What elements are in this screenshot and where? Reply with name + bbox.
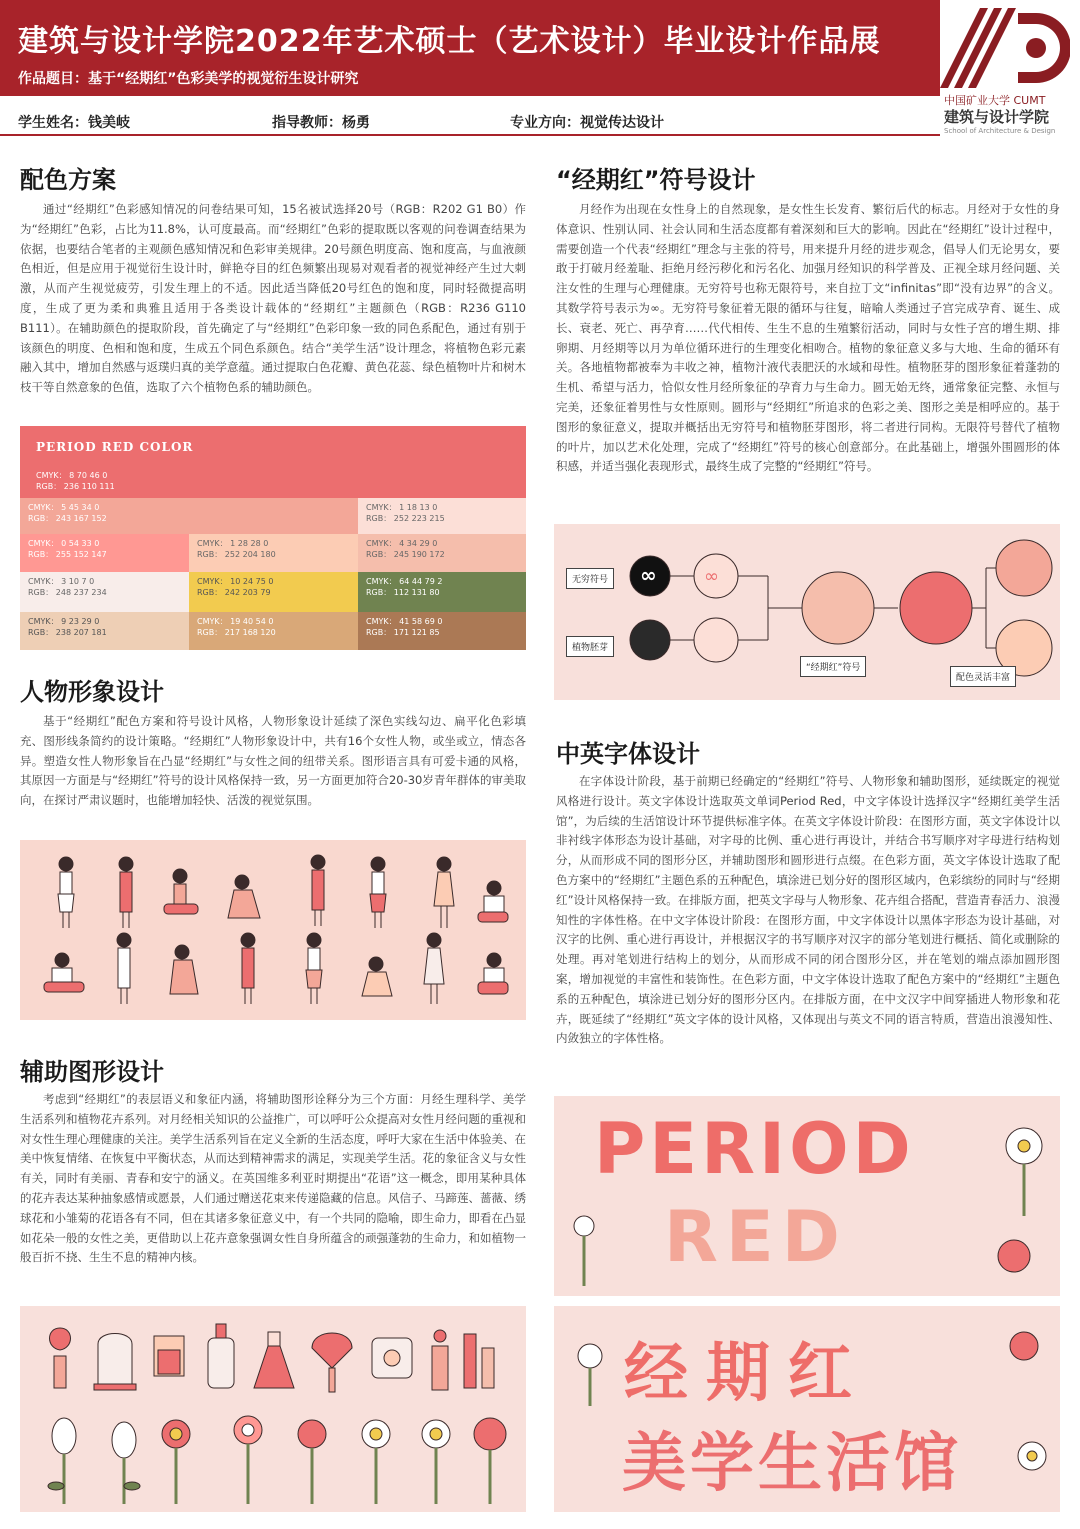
swatch-cmyk: CMYK： 9 23 29 0: [28, 617, 100, 626]
swatch-cmyk: CMYK： 4 34 29 0: [366, 539, 438, 548]
swatch-cmyk: CMYK： 10 24 75 0: [197, 577, 274, 586]
swatch: [20, 572, 189, 612]
swatch-cmyk: CMYK： 8 70 46 0: [36, 471, 108, 480]
swatch-cmyk: CMYK： 19 40 54 0: [197, 617, 274, 626]
swatch-rgb: RGB： 238 207 181: [28, 628, 107, 637]
swatch-rgb: RGB： 112 131 80: [366, 588, 440, 597]
swatch-cmyk: CMYK： 1 18 13 0: [366, 503, 438, 512]
sprout-icon: [630, 620, 670, 660]
swatch: [358, 572, 526, 612]
label-infinity: 无穷符号: [566, 568, 614, 589]
swatch-cmyk: CMYK： 41 58 69 0: [366, 617, 443, 626]
major-direction: 专业方向：视觉传达设计: [510, 115, 664, 131]
women-figures-icon: [20, 840, 526, 1020]
symbol-diagram-panel: [554, 524, 1060, 700]
swatch-rgb: RGB： 255 152 147: [28, 550, 107, 559]
swatch: [20, 498, 358, 534]
swatch-rgb: RGB： 236 110 111: [36, 482, 115, 491]
exhibition-title: 建筑与设计学院2022年艺术硕士（艺术设计）毕业设计作品展: [18, 24, 881, 59]
logo-school: 建筑与设计学院: [944, 108, 1050, 126]
auxiliary-graphics-panel: [20, 1306, 526, 1512]
palette-text: 通过“经期红”色彩感知情况的问卷结果可知，15名被试选择20号（RGB：R202 G1 B0）作为“经期红”色彩，占比为11.8%，认可度最高。而“经期红”色彩的提取既以客观的问卷调查结果为依据，也要结合笔者的主观颜色感知情况和色彩审美规律。20号颜色明度高、饱和度高，与血液颜色相近，但是应用于视觉衍生设计时，鲜艳夺目的红色频繁出现易对观看者的视觉神经产生过大刺激，从而产生视觉疲劳，引发生理上的不适。因此适当降低20号红色的饱和度，同时轻微提高明度，生成了更为柔和典雅且适用于各类设计载体的“经期红”主题颜色（RGB：R236 G110 B111）。在辅助颜色的提取阶段，首先确定了与“经期红”色彩印象一致的同色系配色，通过有别于该颜色的明度、色相和饱和度，生成五个同色系颜色。结合“美学生活”设计理念，将植物色彩元素融入其中，增加自然感与返璞归真的美学意蕴。通过提取白色花瓣、黄色花蕊、绿色植物叶片和树木枝干等自然意象的色值，选取了六个植物色系的辅助颜色。: [20, 202, 526, 395]
swatch-rgb: RGB： 252 204 180: [197, 550, 276, 559]
swatch-rgb: RGB： 243 167 152: [28, 514, 107, 523]
swatch: [358, 612, 526, 650]
swatch-cmyk: CMYK： 1 28 28 0: [197, 539, 269, 548]
type-zh-decor-icon: [554, 1306, 1060, 1512]
advisor-name: 指导教师：杨勇: [272, 115, 370, 131]
swatch: [189, 612, 358, 650]
swatch: [20, 612, 189, 650]
section-title-palette: 配色方案: [20, 166, 116, 194]
swatch-rgb: RGB： 217 168 120: [197, 628, 276, 637]
swatch-rgb: RGB： 242 203 79: [197, 588, 271, 597]
chinese-type-panel: [554, 1306, 1060, 1512]
logo-school-en: School of Architecture & Design: [944, 127, 1056, 135]
label-symbol: “经期红”符号: [800, 656, 866, 677]
section-title-font: 中英字体设计: [556, 740, 700, 768]
logo-university: 中国矿业大学 CUMT: [944, 94, 1046, 107]
label-sprout: 植物胚芽: [566, 636, 614, 657]
type-period: PERIOD: [594, 1108, 915, 1190]
label-variants: 配色灵活丰富: [950, 666, 1016, 687]
swatch: [358, 498, 526, 534]
auxiliary-text: 考虑到“经期红”的表层语义和象征内涵，将辅助图形诠释分为三个方面：月经生理科学、美学生活系列和植物花卉系列。对月经相关知识的公益推广，可以呼吁公众提高对女性月经问题的重视和对女性生理心理健康的关注。美学生活系列旨在定义全新的生活态度，呼吁大家在生活中体验美、在美中恢复情绪、在恢复中平衡状态，从而达到精神需求的满足，实现美学生活。花的象征含义与女性有关，同时有美丽、青春和安宁的涵义。在英国维多利亚时期提出“花语”这一概念，即用某种具体的花卉表达某种抽象感情或愿景，人们通过赠送花束来传递隐藏的信息。风信子、马蹄莲、蔷薇、绣球花和小雏菊的花语各有不同，但在其诸多象征意义中，有一个共同的隐喻，即生命力，即看在凸显如花朵一般的女性之美，更借助以上花卉意象强调女性自身所蕴含的顽强蓬勃的生命力，和如植物一般百折不挠、生生不息的精神内核。: [20, 1092, 526, 1265]
swatch-cmyk: CMYK： 3 10 7 0: [28, 577, 95, 586]
type-zh-line2: 美学生活馆: [622, 1427, 962, 1501]
auxiliary-graphics-icon: [20, 1306, 526, 1512]
swatch-rgb: RGB： 245 190 172: [366, 550, 445, 559]
type-zh-line1: 经期红: [624, 1337, 870, 1411]
student-name: 学生姓名：钱美岐: [18, 115, 130, 131]
swatch: [358, 534, 526, 572]
swatch-cmyk: CMYK： 64 44 79 2: [366, 577, 443, 586]
font-text: 在字体设计阶段，基于前期已经确定的“经期红”符号、人物形象和辅助图形，延续既定的视觉风格进行设计。英文字体设计选取英文单词Period Red，中文字体设计选择汉字“经期红美学生活馆”，为后续的生活馆设计环节提供标准字体。在英文字体设计阶段：在图形方面，英文字体设计以非衬线字体形态为设计基础，对字母的比例、重心进行再设计，并结合书写顺序对字母进行结构划分，从而形成不同的图形分区，并辅助图形和圆形进行点缀。在色彩方面，英文字体设计选取了配色方案中的“经期红”主题色系的五种配色，填涂进已划分好的图形区域内，色彩缤纷的同时与“经期红”设计风格保持一致。在排版方面，把英文字母与人物形象、花卉组合搭配，营造青春活力、浪漫知性的字体性格。在中文字体设计阶段：在图形方面，中文字体设计以黑体字形态为设计基础，对汉字的比例、重心进行再设计，并根据汉字的书写顺序对汉字的部分笔划进行概括、简化或删除的处理。再对笔划进行结构上的划分，从而形成不同的闭合图形分区，并在笔划的端点添加圆形图案，增加视觉的丰富性和装饰性。在色彩方面，中文字体设计选取了配色方案中的“经期红”主题色系的五种配色，填涂进已划分好的图形分区内。在排版方面，在中文汉字中间穿插进人物形象和花卉，既延续了“经期红”英文字体的设计风格，又体现出与英文不同的语言特质，营造出浪漫知性、内敛独立的字体性格。: [556, 774, 1060, 1046]
type-red: RED: [664, 1196, 848, 1278]
symbol-text: 月经作为出现在女性身上的自然现象，是女性生长发育、繁衍后代的标志。月经对于女性的身体意识、性别认同、社会认同和生活态度都有着深刻和巨大的影响。因此在“经期红”设计过程中，需要创造一个代表“经期红”理念与主张的符号，用来提升月经的进步观念，倡导人们无论男女，要敢于打破月经羞耻、拒绝月经污秽化和污名化、加强月经知识的科学普及、正视全球月经问题、关注女性的生理与心理健康。无穷符号也称无限符号，来自拉丁文“infinitas”即“没有边界”的含义。其数学符号表示为∞。无穷符号象征着无限的循环与往复，暗喻人类通过子宫完成孕育、诞生、成长、衰老、死亡、再孕育……代代相传、生生不息的生殖繁衍活动，同时与女性子宫的增生期、排卵期、月经期等以月为单位循环进行的生理变化相吻合。植物的象征意义多与大地、生命的循环有关。各地植物都被奉为丰收之神，植物汁液代表肥沃的水域和母性。植物胚芽的图形象征着蓬勃的生机、希望与活力，恰似女性月经所象征的孕育力与生命力。圆无始无终，通常象征完整、永恒与完美，还象征着男性与女性原则。圆形与“经期红”所追求的色彩之美、图形之美是相呼应的。基于图形的象征意义，提取并概括出无穷符号和植物胚芽图形，将二者进行同构。无限符号替代了植物的叶片，加以艺术化处理，完成了“经期红”符号的核心创意部分。在此基础上，增强外围圆形的体积感，并适当强化表现形式，最终生成了完整的“经期红”符号。: [556, 202, 1060, 474]
school-logo-icon: [940, 8, 1070, 88]
section-title-auxiliary: 辅助图形设计: [20, 1058, 164, 1086]
work-title: 作品题目：基于“经期红”色彩美学的视觉衍生设计研究: [18, 71, 359, 87]
swatch: [20, 534, 189, 572]
swatch-rgb: RGB： 171 121 85: [366, 628, 440, 637]
swatch-rgb: RGB： 248 237 234: [28, 588, 107, 597]
english-type-panel: [554, 1096, 1060, 1296]
character-illustration-panel: [20, 840, 526, 1020]
swatch-rgb: RGB： 252 223 215: [366, 514, 445, 523]
swatch-cmyk: CMYK： 5 45 34 0: [28, 503, 100, 512]
swatch-cmyk: CMYK： 0 54 33 0: [28, 539, 100, 548]
svg-text:∞: ∞: [640, 563, 657, 587]
swatch: [189, 534, 358, 572]
character-text: 基于“经期红”配色方案和符号设计风格，人物形象设计延续了深色实线勾边、扁平化色彩填充、图形线条简约的设计策略。“经期红”人物形象设计中，共有16个女性人物，或坐或立，情态各异。塑造女性人物形象旨在凸显“经期红”与女性之间的纽带关系。图形语言具有可爱卡通的风格，其原因一方面是与“经期红”符号的设计风格保持一致，另一方面更加符合20-30岁青年群体的审美取向，在探讨严肃议题时，也能增加轻快、活泼的视觉氛围。: [20, 714, 526, 808]
color-palette: [20, 426, 526, 650]
palette-title: PERIOD RED COLOR: [36, 440, 194, 454]
swatch: [189, 572, 358, 612]
section-title-symbol: “经期红”符号设计: [556, 166, 756, 194]
info-bar: [0, 96, 940, 136]
svg-text:∞: ∞: [704, 566, 719, 587]
section-title-character: 人物形象设计: [20, 678, 164, 706]
type-decor-icon: [554, 1096, 1060, 1296]
